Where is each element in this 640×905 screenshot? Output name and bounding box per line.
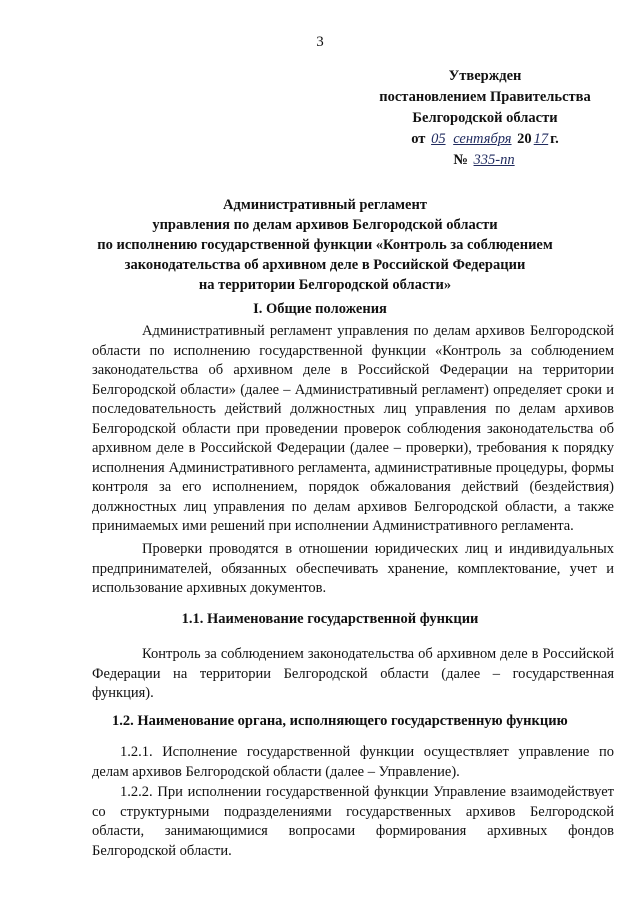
date-day: 05 — [431, 131, 446, 147]
title-line-4: законодательства об архивном деле в Российской Федерации — [124, 257, 526, 273]
approval-line-approved: Утвержден — [448, 68, 522, 84]
approval-number — [350, 150, 620, 171]
paragraph-inspections: Проверки проводятся в отношении юридических лиц и индивидуальных предпринимателей, обязанных обеспечивать хранение, комплектование, учет и использование архивных документов. — [92, 541, 614, 596]
title-line-5: на территории Белгородской области» — [198, 277, 452, 293]
approval-date — [350, 129, 620, 150]
section-heading-general: I. Общие положения — [253, 301, 387, 317]
paragraph-1-2-2: 1.2.2. При исполнении государственной функции Управление взаимодействует со структурными подразделениями государственных архивов Белгородской области, занимающимися вопросами формирования архивных фондов Белгородской области. — [92, 784, 614, 859]
document-title — [60, 195, 590, 295]
number-prefix: № — [453, 152, 468, 168]
paragraph-function-name: Контроль за соблюдением законодательства об архивном деле в Российской Федерации на территории Белгородской области (далее – государственная функция). — [92, 646, 614, 701]
title-line-1: Административный регламент — [223, 197, 427, 213]
date-month: сентября — [453, 131, 512, 147]
section-heading-1-2: 1.2. Наименование органа, исполняющего государственную функцию — [112, 713, 568, 729]
title-line-2: управления по делам архивов Белгородской области — [152, 217, 498, 233]
date-prefix: от — [411, 131, 426, 147]
date-year-prefix: 20 — [517, 131, 532, 147]
page-number: 3 — [316, 34, 324, 50]
section-heading-1-1: 1.1. Наименование государственной функции — [181, 611, 479, 627]
date-suffix: г. — [550, 131, 559, 147]
approval-block — [350, 66, 620, 171]
title-line-3: по исполнению государственной функции «Контроль за соблюдением — [97, 237, 553, 253]
approval-line-resolution: постановлением Правительства — [379, 89, 591, 105]
paragraph-regulation-scope: Административный регламент управления по делам архивов Белгородской области по исполнению государственной функции «Контроль за соблюдением законодательства об архивном деле в Российской Федерации на территории Белгородской области» (далее – Административный регламент) определяет сроки и последовательность действий должностных лиц управления по делам архивов Белгородской области при проведении проверок соблюдения законодательства об архивном деле в Российской Федерации (далее – проверки), требования к порядку исполнения Административного регламента, административные процедуры, формы контроля за его исполнением, порядок обжалования действий (бездействия) должностных лиц управления по делам архивов Белгородской области, а также принимаемых ими решений при исполнении Административного регламента. — [92, 323, 614, 534]
date-year-suffix: 17 — [533, 131, 549, 147]
number-value: 335-пп — [473, 152, 515, 168]
approval-line-region: Белгородской области — [412, 110, 558, 126]
paragraph-1-2-1: 1.2.1. Исполнение государственной функции осуществляет управление по делам архивов Белгородской области (далее – Управление). — [92, 744, 614, 780]
